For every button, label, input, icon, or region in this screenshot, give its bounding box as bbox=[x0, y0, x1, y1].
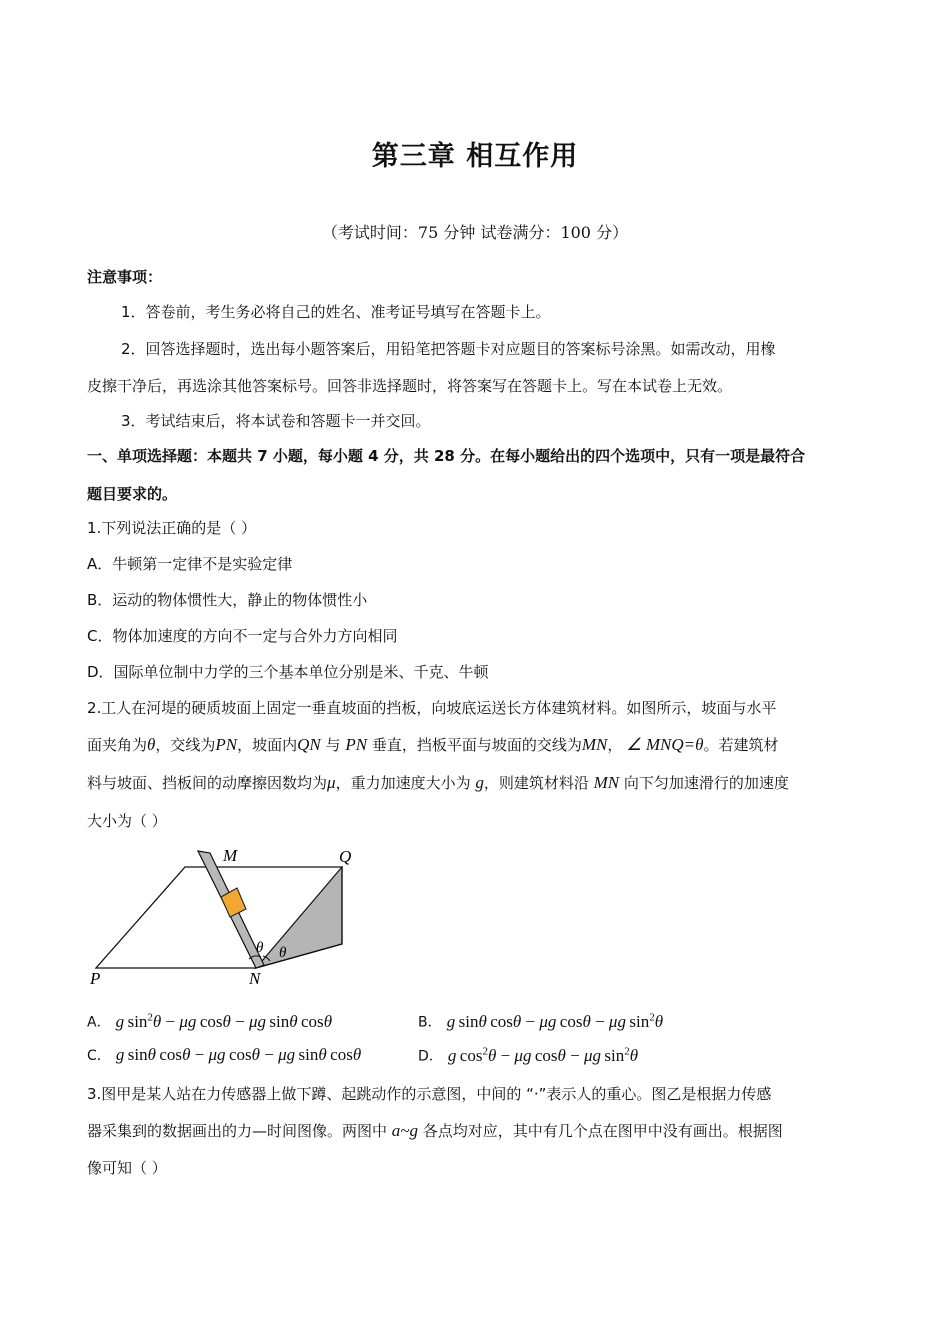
q2-option-a-formula: g $\sin^2\theta - \mu g$ cosθ − μg sinθ cosθ bbox=[115, 1011, 333, 1031]
notice-item-2-line2: 皮擦干净后，再选涂其他答案标号。回答非选择题时，将答案写在答题卡上。写在本试卷上无效。 bbox=[87, 377, 733, 395]
label-theta-2: θ bbox=[279, 945, 287, 961]
q2-stem-line3: 料与坡面、挡板间的动摩擦因数均为μ，重力加速度大小为 g，则建筑材料沿 MN 向下匀加速滑行的加速度 bbox=[87, 773, 789, 792]
notice-item-2-line1: 2．回答选择题时，选出每小题答案后，用铅笔把答题卡对应题目的答案标号涂黑。如需改动，用橡 bbox=[121, 340, 776, 358]
section-heading-line1: 一、单项选择题：本题共 7 小题，每小题 4 分，共 28 分。在每小题给出的四个选项中，只有一项是最符合 bbox=[87, 447, 806, 465]
notice-item-1: 1．答卷前，考生务必将自己的姓名、准考证号填写在答题卡上。 bbox=[121, 303, 551, 321]
q3-stem-line3: 像可知（ ） bbox=[87, 1159, 167, 1177]
q1-stem: 1.下列说法正确的是（ ） bbox=[87, 519, 257, 537]
q2-option-b: B． g sinθ cosθ − μg cosθ − μg $\sin^2\theta$ bbox=[418, 1011, 664, 1031]
page-title: 第三章 相互作用 bbox=[371, 141, 579, 172]
notice-heading: 注意事项： bbox=[87, 268, 163, 286]
q2-stem-line2: 面夹角为θ，交线为PN，坡面内QN 与 PN 垂直，挡板平面与坡面的交线为MN， ∠ MNQ=θ。若建筑材 bbox=[87, 735, 779, 754]
label-n: N bbox=[249, 969, 261, 988]
q1-option-a: A．牛顿第一定律不是实验定律 bbox=[87, 555, 293, 573]
label-p: P bbox=[90, 969, 101, 988]
section-heading-line2: 题目要求的。 bbox=[87, 485, 178, 503]
q2-option-a: A． g $\sin^2\theta - \mu g$ cosθ − μg sinθ cosθ bbox=[87, 1011, 333, 1031]
q2-option-d: D． g $\cos^2\theta - \mu g$ cosθ − μg $\sin^2\theta$ bbox=[418, 1045, 639, 1065]
q2-option-c-formula: g sinθ cosθ − μg cosθ − μg sinθ cosθ bbox=[115, 1045, 362, 1064]
exam-info: （考试时间：75 分钟 试卷满分：100 分） bbox=[321, 223, 629, 242]
slope-face-shade bbox=[256, 867, 342, 968]
q2-stem-line4: 大小为（ ） bbox=[87, 812, 167, 830]
q2-option-d-formula: g $\cos^2\theta - \mu g$ cosθ − μg $\sin^2\theta$ bbox=[447, 1045, 639, 1065]
q1-option-d: D．国际单位制中力学的三个基本单位分别是米、千克、牛顿 bbox=[87, 663, 489, 681]
q2-option-c: C． g sinθ cosθ − μg cosθ − μg sinθ cosθ bbox=[87, 1045, 362, 1064]
label-theta-1: θ bbox=[256, 940, 264, 956]
q3-stem-line1: 3.图甲是某人站在力传感器上做下蹲、起跳动作的示意图，中间的 “·”表示人的重心。图乙是根据力传感 bbox=[87, 1085, 772, 1103]
q2-stem-line1: 2.工人在河堤的硬质坡面上固定一垂直坡面的挡板，向坡底运送长方体建筑材料。如图所示，坡面与水平 bbox=[87, 699, 777, 717]
incline-baffle-figure bbox=[80, 840, 370, 995]
label-q: Q bbox=[339, 847, 352, 866]
q1-option-b: B．运动的物体惯性大，静止的物体惯性小 bbox=[87, 591, 368, 609]
q1-option-c: C．物体加速度的方向不一定与合外力方向相同 bbox=[87, 627, 398, 645]
q2-option-b-formula: g sinθ cosθ − μg cosθ − μg $\sin^2\theta$ bbox=[446, 1011, 664, 1031]
label-m: M bbox=[223, 846, 238, 865]
q3-stem-line2: 器采集到的数据画出的力—时间图像。两图中 a~g 各点均对应，其中有几个点在图甲中没有画出。根据图 bbox=[87, 1121, 783, 1140]
notice-item-3: 3．考试结束后，将本试卷和答题卡一并交回。 bbox=[121, 412, 431, 430]
